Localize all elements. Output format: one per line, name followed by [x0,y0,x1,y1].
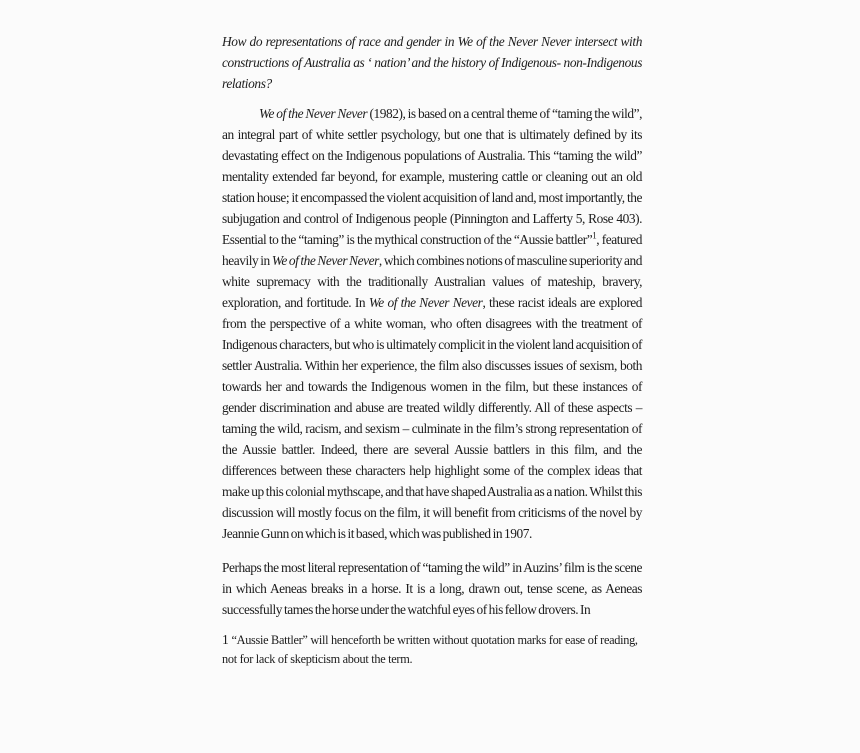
text-segment: We of the Never Never [368,295,483,310]
body-paragraph-2 [222,557,642,620]
text-segment: 1 [592,230,597,241]
footnote [222,630,642,669]
footnote-number: 1 [222,632,229,647]
text-column [222,0,642,669]
text-segment: , which combines notions of masculine superiority and white supremacy with the traditionally Australian values of mateship, bravery, exploration, and fortitude. In [222,253,643,310]
text-segment: We of the Never Never [271,253,379,268]
footnote-text: “Aussie Battler” will henceforth be written without quotation marks for ease of reading, not for lack of skepticism about the term. [222,633,638,666]
body-paragraph-1 [222,103,642,544]
essay-question: How do representations of race and gender in We of the Never Never intersect with constructions of Australia as ‘ nation’ and the history of Indigenous- non-Indigenous relations? [222,34,642,91]
text-segment: , featured heavily in [222,232,642,268]
text-segment: , these racist ideals are explored from the perspective of a white woman, who often disagrees with the treatment of Indigenous characters, but who is ultimately complicit in the violent land acquisition of settler Australia. Within her experience, the film also discusses issues of sexism, both towards her and towards the Indigenous women in the film, but these instances of gender discrimination and abuse are treated wildly differently. All of these aspects – taming the wild, racism, and sexism – culminate in the film’s strong representation of the Aussie battler. Indeed, there are several Aussie battlers in this film, and the differences between these characters help highlight some of the complex ideas that make up this colonial mythscape, and that have shaped Australia as a nation. Whilst this discussion will mostly focus on the film, it will benefit from criticisms of the novel by Jeannie Gunn on which is it based, which was published in 1907. [222,295,643,541]
text-segment: Perhaps the most literal representation of “taming the wild” in Auzins’ film is the scene in which Aeneas breaks in a horse. It is a long, drawn out, tense scene, as Aeneas successfully tames the horse under the watchful eyes of his fellow drovers. In [222,560,642,617]
text-segment: (1982), is based on a central theme of “taming the wild”, an integral part of white settler psychology, but one that is ultimately defined by its devastating effect on the Indigenous populations of Australia. This “taming the wild” mentality extended far beyond, for example, mustering cattle or cleaning out an old station house; it encompassed the violent acquisition of land and, most importantly, the subjugation and control of Indigenous people (Pinnington and Lafferty 5, Rose 403). Essential to the “taming” is the mythical construction of the “Aussie battler” [222,106,643,247]
text-segment: We of the Never Never [259,106,368,121]
